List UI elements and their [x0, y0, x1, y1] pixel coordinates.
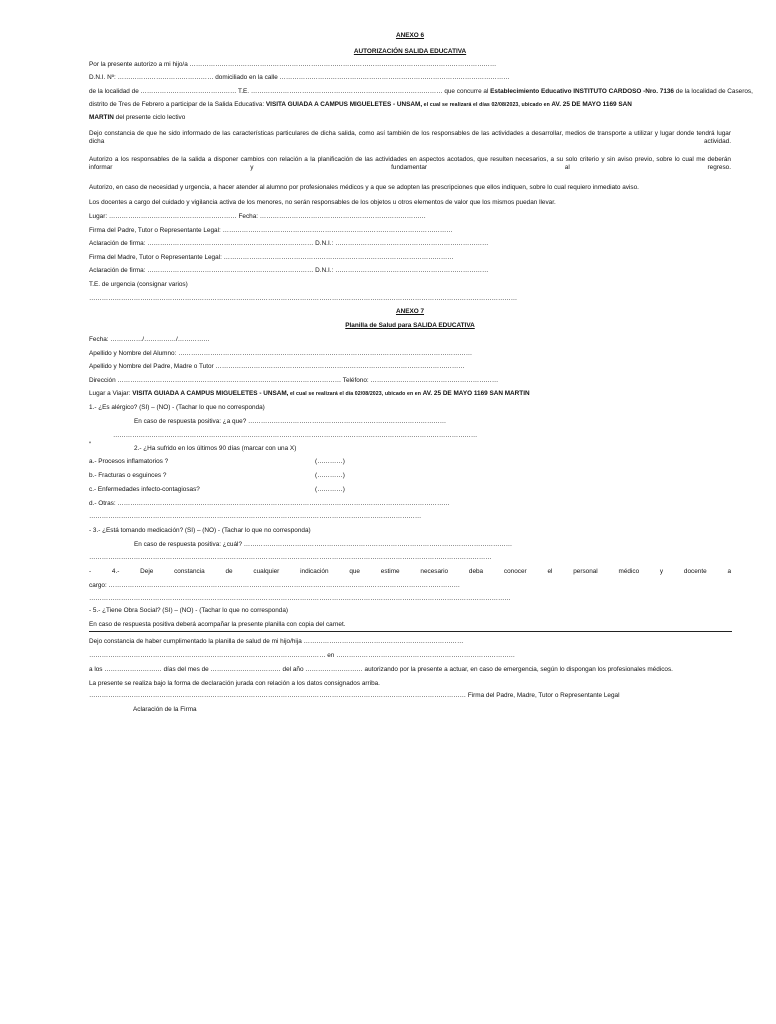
destination-label: Lugar a Viajar:	[89, 390, 133, 397]
medication-followup: En caso de respuesta positiva: ¿cuál? ………………………………………………………………………………………………………………	[134, 541, 513, 548]
locality-text: de la localidad de ……………………………………… T.E. ……………………………………………………………………………… que concurre al	[89, 88, 491, 95]
condition-label: c.- Enfermedades infecto-contagiosas?	[89, 486, 200, 493]
question-medication: - 3.- ¿Está tomando medicación? (SI) – (NO) - (Tachar lo que no corresponda)	[89, 527, 311, 534]
trip-line	[89, 101, 731, 109]
health-certification-line: Dejo constancia de haber cumplimentado la planilla de salud de mi hijo/hija …………………………………………………………………	[89, 638, 464, 645]
mother-clarification-line: Aclaración de firma: …………………………………………………………………… D.N.I.: ………………………………………………………………	[89, 267, 489, 274]
sworn-statement-line: La presente se realiza bajo la forma de declaración jurada con relación a los datos consignados arriba.	[89, 680, 380, 687]
condition-inflammatory	[89, 458, 731, 466]
indications-dots: ………………………………………………………………………………………………………………………………………………………………………………	[89, 595, 511, 602]
parent-signature-line: …………………………………………………………………………………………………………………………………………………………… Firma del Padre, Madre, Tutor o Representante Legal	[89, 692, 620, 699]
annex6-title: ANEXO 6	[395, 32, 425, 39]
annex7-subtitle: Planilla de Salud para SALIDA EDUCATIVA	[345, 322, 475, 329]
medication-dots: ………………………………………………………………………………………………………………………………………………………………………	[89, 554, 492, 561]
condition-other-dots: …………………………………………………………………………………………………………………………………………	[89, 513, 422, 520]
allergy-dots: ………………………………………………………………………………………………………………………………………………………	[113, 432, 478, 439]
condition-checkbox[interactable]: (…………)	[315, 472, 345, 479]
medical-paragraph: Autorizo, en caso de necesidad y urgencia, a hacer atender al alumno por profesionales médicos y a que se adopten las prescripciones que ellos indiquen, sobre lo cual requiero inmediato aviso.	[89, 184, 639, 191]
condition-checkbox[interactable]: (…………)	[315, 458, 345, 465]
indications-cargo: cargo: …………………………………………………………………………………………………………………………………………………	[89, 582, 461, 589]
address-phone-line: Dirección …………………………………………………………………………………………… Teléfono: ……………………………………………………	[89, 377, 499, 384]
destination-address: AV. 25 DE MAYO 1169 SAN MARTIN	[422, 390, 530, 397]
student-name-line: Apellido y Nombre del Alumno: …………………………………………………………………………………………………………………………	[89, 350, 473, 357]
question-recent-conditions	[89, 441, 731, 452]
trip-address: AV. 25 DE MAYO 1169 SAN	[551, 101, 632, 108]
parent-name-line: Apellido y Nombre del Padre, Madre o Tutor ………………………………………………………………………………………………………	[89, 363, 465, 370]
signature-clarification-label: Aclaración de la Firma	[133, 706, 197, 713]
destination-date-text: el cual se realizará el día 02/08/2023, ubicado en en	[288, 391, 423, 397]
condition-checkbox[interactable]: (…………)	[315, 486, 345, 493]
school-name: Establecimiento Educativo INSTITUTO CARDOSO -Nro. 7136	[490, 88, 674, 95]
dni-line: D.N.I. Nº: ……………………………………… domiciliado en la calle ………………………………………………………………………………………………	[89, 74, 510, 81]
condition-label: a.- Procesos inflamatorios ?	[89, 458, 169, 465]
locality-text-end: de la localidad de Caseros,	[673, 88, 753, 95]
condition-fractures	[89, 472, 731, 480]
section-divider	[89, 631, 732, 632]
father-clarification-line: Aclaración de firma: …………………………………………………………………… D.N.I.: ………………………………………………………………	[89, 240, 489, 247]
locality-line	[89, 88, 753, 96]
info-paragraph: Dejo constancia de que he sido informado de las características particulares de dicha salida, como así también de los responsables de las actividades a desarrollar, medios de transporte a utilizar y lugar donde tendrá lugar dicha actividad.	[89, 130, 731, 145]
trip-line-end	[89, 114, 731, 122]
question-allergy: 1.- ¿Es alérgico? (SI) – (NO) - (Tachar lo que no corresponda)	[89, 404, 265, 411]
emergency-authorization-line: a los ……………………… días del mes de …………………………… del año ……………………… autorizando por la presente a actuar, en caso de emergencia, según lo dispongan los profesionales médicos.	[89, 666, 673, 673]
condition-other: d.- Otras: …………………………………………………………………………………………………………………………………………	[89, 500, 450, 507]
liability-paragraph: Los docentes a cargo del cuidado y vigilancia activa de los menores, no serán responsables de los objetos u otros elementos de valor que los mismos puedan llevar.	[89, 199, 556, 206]
trip-date-text: el cual se realizará el días 02/08/2023, ubicado en	[422, 102, 552, 108]
trip-destination: VISITA GUIADA A CAMPUS MIGUELETES - UNSAM,	[265, 101, 423, 108]
trip-address-end: MARTIN	[89, 114, 114, 121]
question-indications: - 4.- Deje constancia de cualquier indicación que estime necesario deba conocer el personal médico y docente a	[89, 568, 731, 575]
insurance-note: En caso de respuesta positiva deberá acompañar la presente planilla con copia del carnet.	[89, 621, 346, 628]
health-certification-line-2: ………………………………………………………………………………………………… en …………………………………………………………………………	[89, 652, 516, 659]
trip-text: distrito de Tres de Febrero a participar de la Salida Educativa:	[89, 101, 266, 108]
school-year-text: del presente ciclo lectivo	[113, 114, 186, 121]
emergency-phone-dots: …………………………………………………………………………………………………………………………………………………………………………………	[89, 295, 518, 302]
recent-conditions-mark: “	[89, 441, 92, 448]
place-date-line: Lugar: …………………………………………………… Fecha: ……………………………………………………………………	[89, 213, 426, 220]
destination-name: VISITA GUIADA A CAMPUS MIGUELETES - UNSAM,	[132, 390, 289, 397]
annex7-title: ANEXO 7	[395, 308, 425, 315]
father-signature-line: Firma del Padre, Tutor o Representante Legal: ………………………………………………………………………………………………	[89, 227, 453, 234]
changes-paragraph: Autorizo a los responsables de la salida a disponer cambios con relación a la planificación de las actividades en aspectos acotados, que resulten necesarios, a su solo criterio y sin aviso previo, sobre lo cual me deberán informar y fundamentar al regreso.	[89, 156, 731, 171]
question-insurance: - 5.- ¿Tiene Obra Social? (SI) – (NO) - (Tachar lo que no corresponda)	[89, 607, 289, 614]
annex6-subtitle: AUTORIZACIÓN SALIDA EDUCATIVA	[353, 48, 467, 55]
destination-line	[89, 390, 731, 398]
health-date-line: Fecha: ……………/……………/……………	[89, 336, 210, 343]
recent-conditions-text: 2.- ¿Ha sufrido en los últimos 90 días (marcar con una X)	[134, 445, 297, 452]
emergency-phone-label: T.E. de urgencia (consignar varios)	[89, 281, 188, 288]
allergy-followup: En caso de respuesta positiva: ¿a que? …………………………………………………………………………………	[134, 418, 447, 425]
condition-label: b.- Fracturas o esguinces ?	[89, 472, 167, 479]
mother-signature-line: Firma del Madre, Tutor o Representante Legal: ………………………………………………………………………………………………	[89, 254, 454, 261]
condition-infectious	[89, 486, 731, 494]
authorization-line: Por la presente autorizo a mi hijo/a ………………………………………………………………………………………………………………………………	[89, 61, 497, 68]
